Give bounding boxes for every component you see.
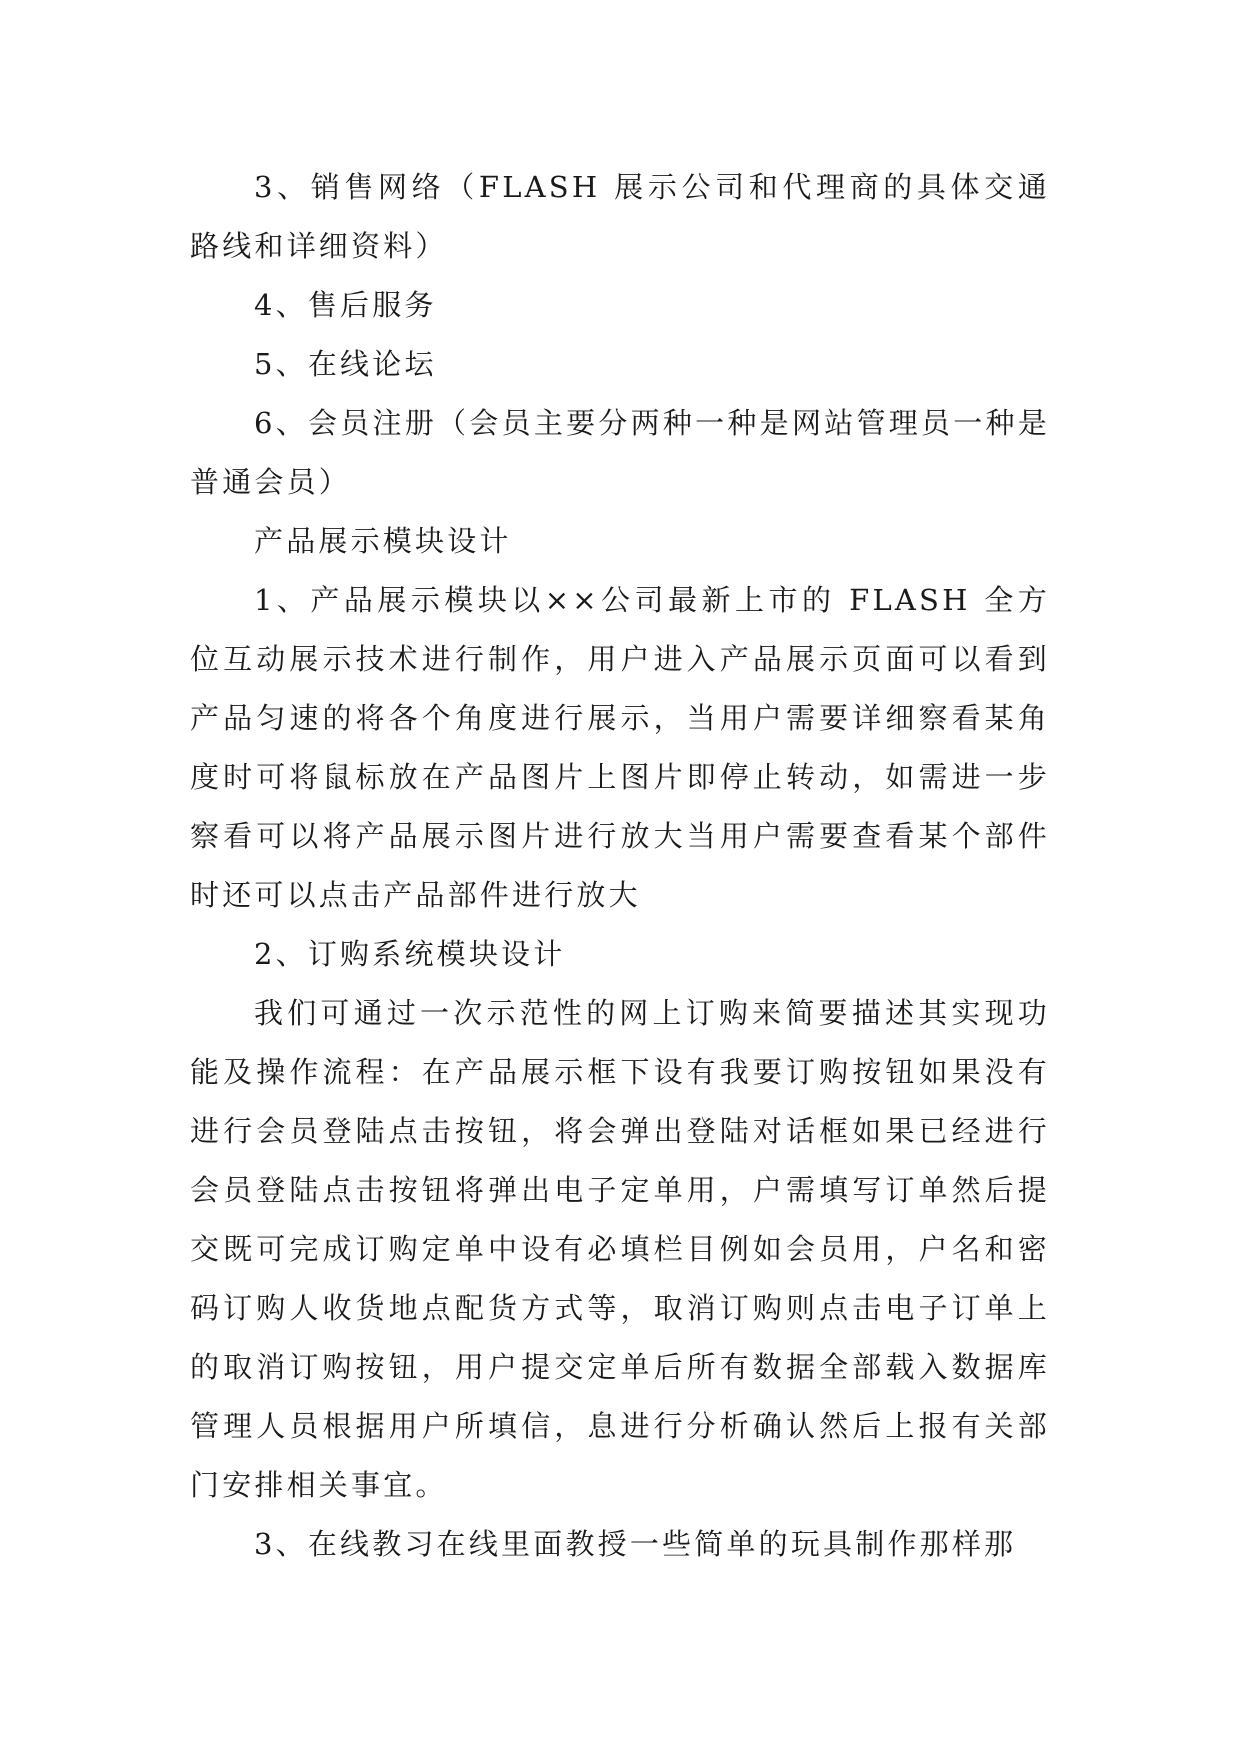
paragraph-online-teaching: 3、在线教习在线里面教授一些简单的玩具制作那样那 <box>254 1527 1017 1561</box>
paragraph-member-registration: 6、会员注册（会员主要分两种一种是网站管理员一种是普通会员） <box>190 406 1050 499</box>
section-heading-ordering-system: 2、订购系统模块设计 <box>254 937 566 971</box>
paragraph-product-display: 1、产品展示模块以××公司最新上市的 FLASH 全方位互动展示技术进行制作，用户进入产品展示页面可以看到产品匀速的将各个角度进行展示，当用户需要详细察看某角度时可将鼠标放在产品图片上图片即停止转动，如需进一步察看可以将产品展示图片进行放大当用户需要查看某个部件时还可以点击产品部件进行放大 <box>190 583 1050 912</box>
paragraph-online-forum: 5、在线论坛 <box>254 347 437 381</box>
section-heading-product-display: 产品展示模块设计 <box>254 524 512 558</box>
document-body <box>190 158 1050 1574</box>
paragraph-ordering-flow: 我们可通过一次示范性的网上订购来简要描述其实现功能及操作流程：在产品展示框下设有我要订购按钮如果没有进行会员登陆点击按钮，将会弹出登陆对话框如果已经进行会员登陆点击按钮将弹出电子定单用，户需填写订单然后提交既可完成订购定单中设有必填栏目例如会员用，户名和密码订购人收货地点配货方式等，取消订购则点击电子订单上的取消订购按钮，用户提交定单后所有数据全部载入数据库管理人员根据用户所填信，息进行分析确认然后上报有关部门安排相关事宜。 <box>190 996 1050 1502</box>
paragraph-sales-network: 3、销售网络（FLASH 展示公司和代理商的具体交通路线和详细资料） <box>190 170 1050 263</box>
paragraph-after-sales: 4、售后服务 <box>254 288 437 322</box>
